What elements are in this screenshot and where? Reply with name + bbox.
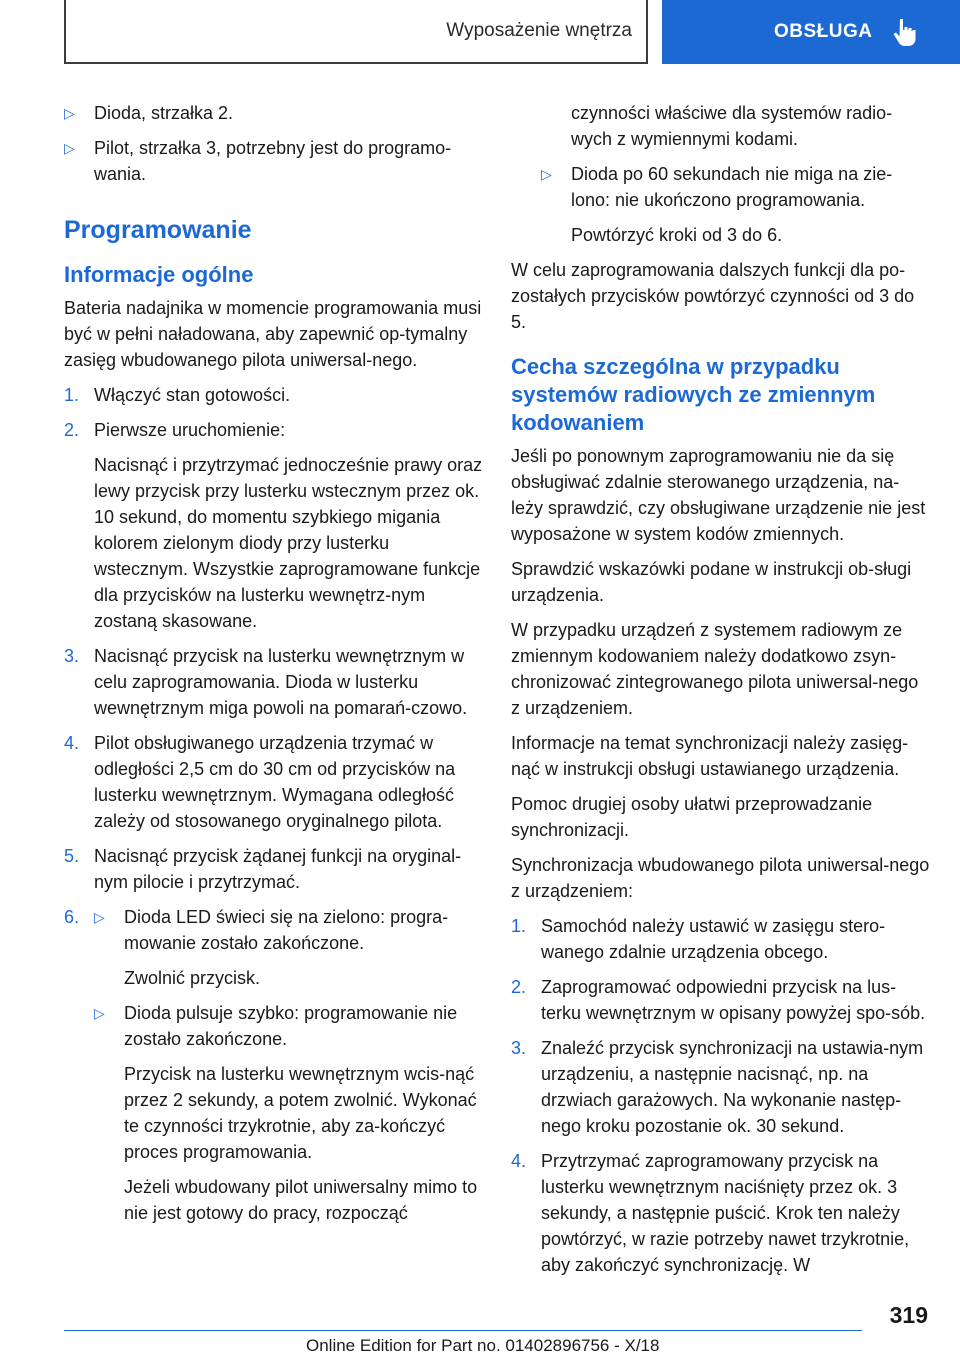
chapter-tab[interactable] [662,0,960,64]
step-number: 3. [511,1038,527,1058]
bullet-item [94,1000,484,1052]
paragraph: Synchronizacja wbudowanego pilota uniwersal-nego z urządzeniem: [511,855,930,901]
step-text: Przytrzymać zaprogramowany przycisk na lusterku wewnętrznym naciśnięty przez ok. 3 sekundy, a następnie puścić. Krok ten należy powtórzyć, w razie potrzeby nawet trzykrotnie, aby zakończyć synchronizację. W [541,1151,910,1275]
triangle-bullet-icon: ▷ [94,909,105,925]
continued-text: czynności właściwe dla systemów radio-wych z wymiennymi kodami. [571,103,893,149]
step-number: 3. [64,646,80,666]
chapter-label: OBSŁUGA [774,21,873,42]
heading-rolling-code: Cecha szczególna w przypadku systemów radiowych ze zmiennym kodowaniem [511,354,876,435]
paragraph: Pomoc drugiej osoby ułatwi przeprowadzanie synchronizacji. [511,794,873,840]
triangle-bullet-icon: ▷ [94,1005,105,1021]
step-number: 4. [511,1151,527,1171]
bullet-subtext: Jeżeli wbudowany pilot uniwersalny mimo to nie jest gotowy do pracy, rozpocząć [124,1177,478,1223]
step-text: Samochód należy ustawić w zasięgu stero-wanego zdalnie urządzenia obcego. [541,916,886,962]
heading-general-info: Informacje ogólne [64,262,254,287]
step-number: 5. [64,846,80,866]
step-number: 1. [64,385,80,405]
step-number: 2. [64,420,80,440]
hand-pointer-icon [891,17,917,47]
bullet-item [64,100,484,126]
bullet-text: Dioda po 60 sekundach nie miga na zie-lono: nie ukończono programowania. [571,164,893,210]
bullet-subtext: Powtórzyć kroki od 3 do 6. [571,225,783,245]
step-number: 2. [511,977,527,997]
heading-programming: Programowanie [64,216,252,244]
step-text: Włączyć stan gotowości. [94,385,291,405]
paragraph: Jeśli po ponownym zaprogramowaniu nie da się obsługiwać zdalnie sterowanego urządzenia, na-leży sprawdzić, czy obsługiwane urządzenie nie jest wyposażone w system kodów zmiennych. [511,446,926,544]
list-item [64,417,484,634]
step-number: 1. [511,916,527,936]
section-title: Wyposażenie wnętrza [446,20,632,41]
list-item [64,843,484,895]
paragraph: W celu zaprogramowania dalszych funkcji dla po-zostałych przycisków powtórzyć czynności od 3 do 5. [511,260,915,332]
list-item [511,1035,931,1139]
bullet-text: Dioda, strzałka 2. [94,103,234,123]
triangle-bullet-icon: ▷ [64,140,75,156]
list-item [64,382,484,408]
step-text: Pilot obsługiwanego urządzenia trzymać w odległości 2,5 cm do 30 cm od przycisków na lusterku wewnętrznym. Wymagana odległość zależy od stosowanego oryginalnego pilota. [94,733,456,831]
edition-footer: Online Edition for Part no. 01402896756 - X/18 [306,1336,660,1355]
bullet-item [64,135,484,187]
section-tab [64,0,648,64]
list-item [64,904,484,1226]
paragraph: Bateria nadajnika w momencie programowania musi być w pełni naładowana, aby zapewnić op-tymalny zasięg wbudowanego pilota uniwersal-nego. [64,298,482,370]
footer-divider [64,1330,862,1331]
bullet-subtext: Przycisk na lusterku wewnętrznym wcis-nąć przez 2 sekundy, a potem zwolnić. Wykonać te czynności trzykrotnie, aby za-kończyć proces programowania. [124,1064,477,1162]
list-item [511,974,931,1026]
step-number: 6. [64,907,80,927]
paragraph: Informacje na temat synchronizacji należy zasięg-nąć w instrukcji obsługi ustawianego urządzenia. [511,733,909,779]
page-number: 319 [889,1302,928,1328]
list-item [511,913,931,965]
step-text: Znaleźć przycisk synchronizacji na ustawia-nym urządzeniu, a następnie nacisnąć, np. na drzwiach garażowych. Na wykonanie następ-nego kroku pozostanie ok. 30 sekund. [541,1038,924,1136]
step-text: Nacisnąć przycisk żądanej funkcji na oryginal-nym pilocie i przytrzymać. [94,846,462,892]
bullet-text: Dioda pulsuje szybko: programowanie nie zostało zakończone. [124,1003,458,1049]
paragraph: Sprawdzić wskazówki podane w instrukcji ob-sługi urządzenia. [511,559,912,605]
step-text: Nacisnąć przycisk na lusterku wewnętrznym w celu zaprogramowania. Dioda w lusterku wewnętrznym miga powoli na pomarań-czowo. [94,646,468,718]
bullet-subtext: Zwolnić przycisk. [124,968,261,988]
list-item [64,643,484,721]
triangle-bullet-icon: ▷ [541,166,552,182]
step-text: Pierwsze uruchomienie: [94,420,286,440]
bullet-item [94,904,484,956]
page-header [64,0,960,66]
triangle-bullet-icon: ▷ [64,105,75,121]
paragraph: W przypadku urządzeń z systemem radiowym ze zmiennym kodowaniem należy dodatkowo zsyn-chronizować zintegrowanego pilota uniwersal-nego z urządzeniem. [511,620,919,718]
bullet-item [541,161,931,213]
bullet-text: Dioda LED świeci się na zielono: progra-mowanie zostało zakończone. [124,907,449,953]
list-item [64,730,484,834]
step-subtext: Nacisnąć i przytrzymać jednocześnie prawy oraz lewy przycisk przy lusterku wstecznym przez ok. 10 sekund, do momentu szybkiego migania kolorem zielonym diody przy lusterku wstecznym. Wszystkie zaprogramowane funkcje dla przycisków na lusterku wewnętrz-nym zostaną skasowane. [94,455,483,631]
step-number: 4. [64,733,80,753]
right-column [511,100,931,1287]
bullet-text: Pilot, strzałka 3, potrzebny jest do programo- wania. [94,138,452,184]
list-item [511,1148,931,1278]
left-column [64,100,484,1235]
step-text: Zaprogramować odpowiedni przycisk na lus-terku wewnętrznym w opisany powyżej spo-sób. [541,977,926,1023]
